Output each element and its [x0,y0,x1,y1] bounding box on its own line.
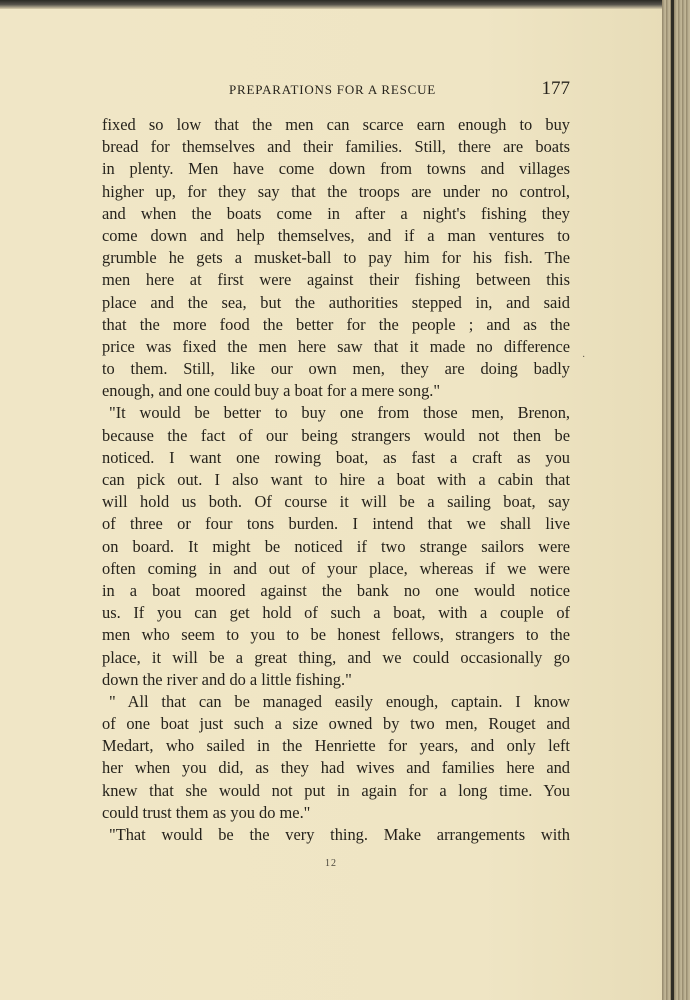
text-line: enough, and one could buy a boat for a mere song." [102,381,441,401]
margin-dot: · [582,352,586,363]
text-line: of one boat just such a size owned by two men, Rouget and [102,714,570,734]
book-spine-edge [662,0,690,1000]
text-line: can pick out. I also want to hire a boat with a cabin that [102,470,570,489]
text-line: knew that she would not put in again for a long time. You [102,780,570,800]
text-line: down the river and do a little fishing." [102,669,352,689]
text-line: us. If you can get hold of such a boat, with a couple of [102,603,570,623]
text-line: place and the sea, but the authorities stepped in, and said [102,292,570,312]
text-line: " All that can be managed easily enough, captain. I know [109,691,570,711]
text-line: in plenty. Men have come down from towns and villages [102,159,570,179]
text-line: of three or four tons burden. I intend that we shall live [102,514,570,534]
text-line: price was fixed the men here saw that it made no difference [102,336,570,356]
text-line: Medart, who sailed in the Henriette for years, and only left [102,736,570,756]
text-line: in a boat moored against the bank no one would notice [102,580,570,600]
text-line: grumble he gets a musket-ball to pay him for his fish. The [102,248,570,268]
page-header [102,78,570,102]
text-line: will hold us both. Of course it will be a sailing boat, say [102,492,570,512]
text-line: and when the boats come in after a night's fishing they [102,203,570,223]
text-line: could trust them as you do me." [102,802,311,822]
text-line: "It would be better to buy one from those men, Brenon, [109,403,570,423]
book-spine-shadow [671,0,674,1000]
text-line: often coming in and out of your place, whereas if we were [102,558,570,578]
text-line: noticed. I want one rowing boat, as fast a craft as you [102,447,570,467]
text-line: "That would be the very thing. Make arrangements with [109,825,570,844]
text-line: on board. It might be noticed if two strange sailors were [102,536,570,556]
text-line: because the fact of our being strangers would not then be [102,425,570,445]
text-line: to them. Still, like our own men, they are doing badly [102,359,570,379]
text-line: fixed so low that the men can scarce earn enough to buy [102,115,570,134]
text-line: bread for themselves and their families. Still, there are boats [102,137,570,157]
text-line: place, it will be a great thing, and we could occasionally go [102,647,570,667]
page-top-edge [0,0,690,9]
text-line: come down and help themselves, and if a man ventures to [102,225,570,245]
running-head: PREPARATIONS FOR A RESCUE [229,82,436,97]
page-number: 177 [541,78,570,99]
signature-mark: 12 [325,858,337,869]
text-line: men who seem to you to be honest fellows, strangers to the [102,625,570,645]
text-line: her when you did, as they had wives and families here and [102,758,570,778]
text-line: men here at first were against their fishing between this [102,270,570,290]
body-text [102,114,570,846]
text-line: that the more food the better for the people ; and as the [102,314,570,334]
text-line: higher up, for they say that the troops are under no control, [102,181,570,201]
